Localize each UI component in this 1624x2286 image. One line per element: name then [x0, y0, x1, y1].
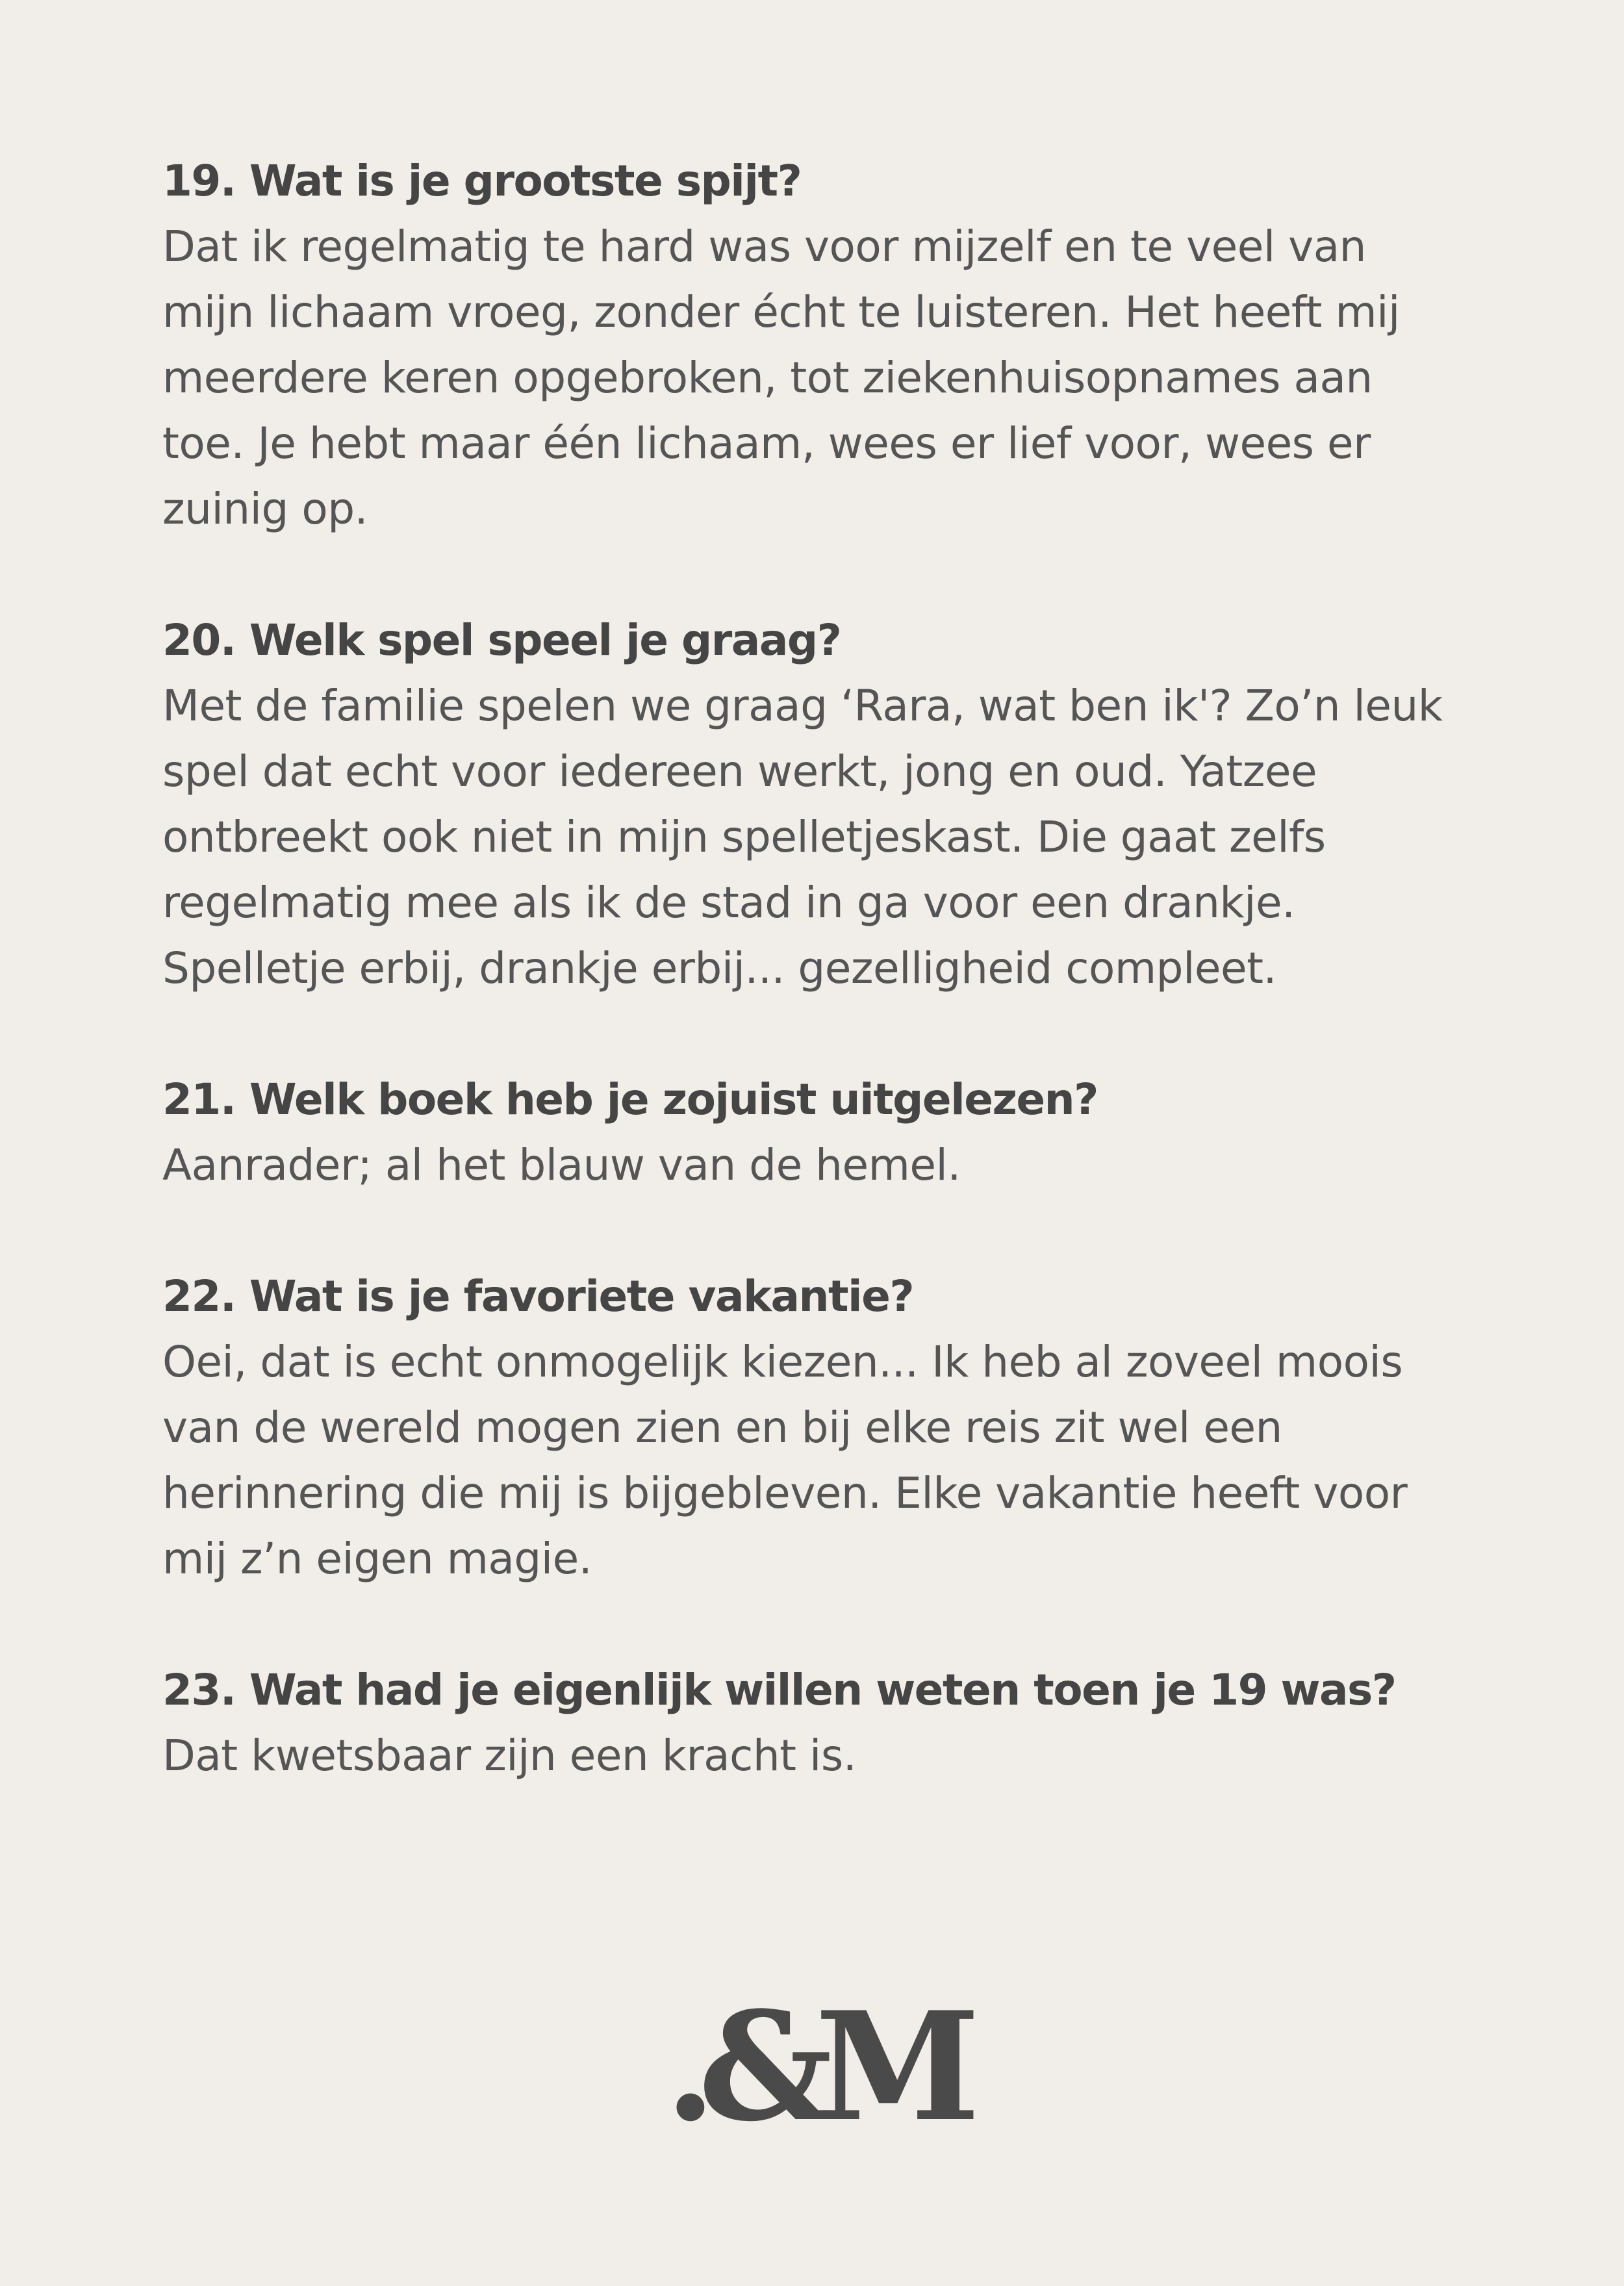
answer-line: Oei, dat is echt onmogelijk kiezen... Ik heb al zoveel moois — [162, 1337, 1403, 1387]
answer-line: Met de familie spelen we graag ‘Rara, wat ben ik'? Zo’n leuk — [162, 681, 1443, 731]
answer-line: Spelletje erbij, drankje erbij... gezelligheid compleet. — [162, 943, 1276, 993]
answer-paragraph — [162, 673, 1494, 1001]
answer-paragraph — [162, 1329, 1494, 1592]
answer-paragraph — [162, 1723, 1494, 1788]
brand-logo-text: .&M — [664, 1979, 963, 2155]
answer-line: mijn lichaam vroeg, zonder écht te luisteren. Het heeft mij — [162, 287, 1400, 337]
answer-line: ontbreekt ook niet in mijn spelletjeskast. Die gaat zelfs — [162, 812, 1326, 862]
answer-line: Aanrader; al het blauw van de hemel. — [162, 1140, 961, 1190]
answer-line: herinnering die mij is bijgebleven. Elke vakantie heeft voor — [162, 1468, 1408, 1518]
answer-line: regelmatig mee als ik de stad in ga voor een drankje. — [162, 878, 1295, 928]
answer-line: Dat ik regelmatig te hard was voor mijzelf en te veel van — [162, 222, 1366, 272]
question-heading: 21. Welk boek heb je zojuist uitgelezen? — [162, 1074, 1098, 1124]
qa-item-22 — [162, 1264, 1494, 1592]
qa-item-19 — [162, 148, 1494, 542]
answer-line: toe. Je hebt maar één lichaam, wees er lief voor, wees er — [162, 418, 1371, 468]
qa-item-20 — [162, 607, 1494, 1001]
answer-line: van de wereld mogen zien en bij elke reis zit wel een — [162, 1403, 1282, 1453]
question-heading: 19. Wat is je grootste spijt? — [162, 156, 802, 206]
answer-line: mij z’n eigen magie. — [162, 1534, 592, 1584]
answer-line: meerdere keren opgebroken, tot ziekenhuisopnames aan — [162, 353, 1373, 403]
answer-line: Dat kwetsbaar zijn een kracht is. — [162, 1731, 857, 1781]
question-heading: 23. Wat had je eigenlijk willen weten toen je 19 was? — [162, 1665, 1396, 1715]
question-heading: 22. Wat is je favoriete vakantie? — [162, 1271, 914, 1321]
qa-item-21 — [162, 1067, 1494, 1198]
answer-paragraph — [162, 1132, 1494, 1198]
interview-content — [162, 148, 1494, 1854]
qa-item-23 — [162, 1657, 1494, 1788]
answer-line: zuinig op. — [162, 484, 368, 534]
brand-logo-mark — [664, 1979, 963, 2155]
question-heading: 20. Welk spel speel je graag? — [162, 615, 841, 665]
answer-line: spel dat echt voor iedereen werkt, jong en oud. Yatzee — [162, 746, 1317, 796]
answer-paragraph — [162, 214, 1494, 542]
brand-logo — [664, 1979, 963, 2155]
